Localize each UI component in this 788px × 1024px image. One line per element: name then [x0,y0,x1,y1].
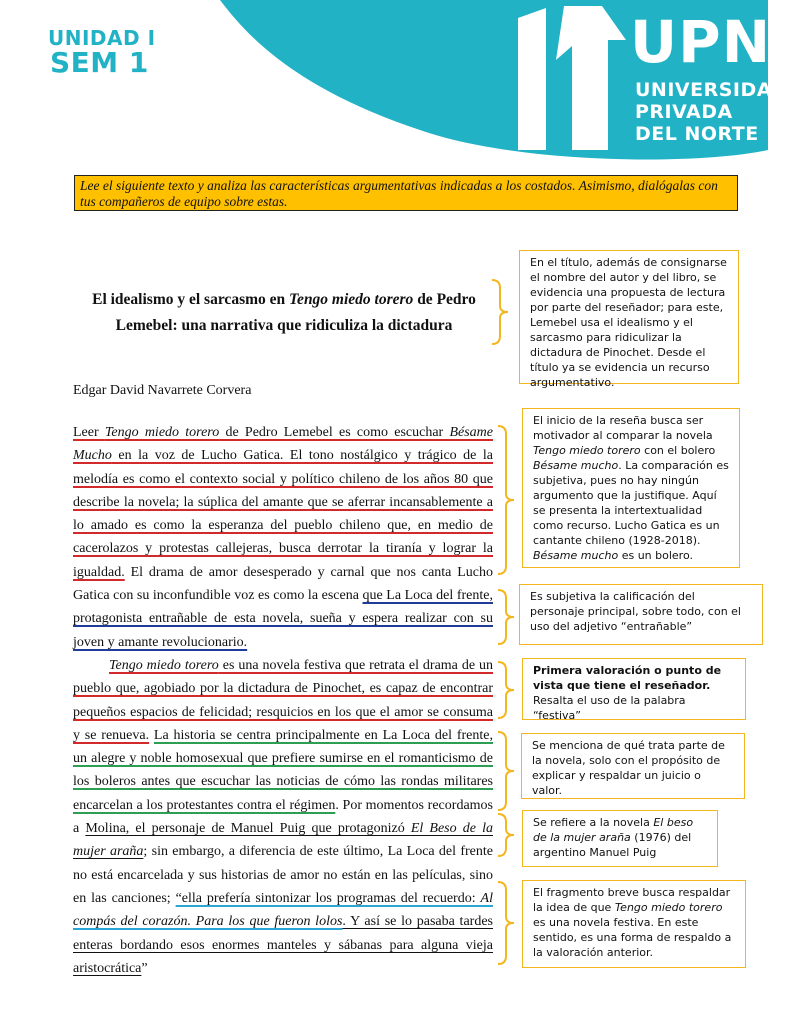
p1-c: de Pedro Lemebel es como escuchar [219,425,450,440]
article-body [73,421,493,980]
title-book-name: Tengo miedo torero [289,291,414,308]
n2a: El inicio de la reseña busca ser motivador al comparar la novela [533,414,713,442]
n6c: (1976) del argentino Manuel Puig [533,831,692,859]
p2-d: La historia se centra principalmente en La Loca del frente, un alegre y noble homosexual que prefiere sumirse en el romanticismo de los boleros antes que escuchar las noticias de cómo las rondas militares encarcelan a los protestantes contra el régimen [73,727,493,813]
brace-7-icon [496,880,518,966]
brace-1-icon [490,278,512,346]
brace-3-icon [496,588,518,646]
brace-2-icon [496,424,518,576]
p2-b: es una novela festiva que retrata el drama de un pueblo que, agobiado por la dictadura de Pinochet, es capaz de encontrar pequeños espacios de felicidad; resquicios en los que el amor se consuma y se renueva. [73,657,493,743]
p2-l: ” [141,960,148,976]
n4b: Resalta el uso de la palabra “festiva” [533,694,686,722]
p2-k: . Y así se lo pasaba tardes enteras bordando esos enormes manteles y sábanas para alguna vieja aristocrática [73,914,493,976]
p1-a: Leer [73,425,105,440]
n2b: Tengo miedo torero [533,444,641,457]
logo-line-universidad: UNIVERSIDAD [635,79,788,101]
p2-j: Al compás del corazón. Para los que fueron lolos [73,890,493,930]
article-title [70,287,498,339]
n2g: es un bolero. [618,549,693,562]
n4a: Primera valoración o punto de vista que tiene el reseñador. [533,664,722,692]
note-fragment [522,880,746,968]
paragraph-2 [73,654,493,980]
week-label: SEM 1 [50,46,149,79]
logo-line-del-norte: DEL NORTE [635,123,759,145]
n7b: Tengo miedo torero [614,901,723,914]
n7c: es una novela festiva. En este sentido, es una forma de respaldo a la valoración anterior. [533,916,732,959]
n2c: con el bolero [640,444,716,457]
n7a: El fragmento breve busca respaldar la idea de que [533,886,731,914]
title-part-2: de Pedro Lemebel: una narrativa que ridiculiza la dictadura [115,291,476,334]
p1-g: que La Loca del frente, protagonista entrañable de esta novela, sueña y espera realizar con su joven y amante revolucionario. [73,588,493,650]
note-puig [522,810,718,867]
logo-line-privada: PRIVADA [635,101,733,123]
n6a: Se refiere a la novela [533,816,654,829]
p1-b: Tengo miedo torero [104,425,220,440]
n2e: . La comparación es subjetiva, pues no hay ningún argumento que la justifique. Aquí se presenta la intertextualidad como recurso. Lucho Gatica es un cantante chileno (1928-2018). [533,459,729,547]
note-subjective: Es subjetiva la calificación del personaje principal, sobre todo, con el uso del adjetivo “entrañable” [519,584,763,645]
article-author: Edgar David Navarrete Corvera [73,383,252,398]
brace-5-icon [496,730,518,812]
p2-h: ; sin embargo, a diferencia de este último, La Loca del frente no está encarcelada y sus historias de amor no están en las películas, sino en las canciones; [73,844,493,906]
brace-6-icon [496,812,518,858]
p1-f: El drama de amor desesperado y carnal que nos canta Lucho Gatica con su inconfundible voz es como la escena [73,564,493,604]
p2-g: El Beso de la mujer araña [73,821,493,860]
p2-f: Molina, el personaje de Manuel Puig que protagonizó [85,821,411,837]
instruction-box: Lee el siguiente texto y analiza las características argumentativas indicadas a los costados. Asimismo, dialógalas con tus compañeros de equipo sobre estas. [74,175,738,211]
upn-logo-text: UPN [630,8,772,76]
n2f: Bésame mucho [533,549,619,562]
note-summary: Se menciona de qué trata parte de la novela, solo con el propósito de explicar y respaldar un juicio o valor. [521,733,745,799]
p1-e: en la voz de Lucho Gatica. El tono nostálgico y trágico de la melodía es como el contexto social y político chileno de los años 80 que describe la novela; la súplica del amante que se aferrar incansablemente a lo amado es como la esperanza del pueblo chileno que, en medio de cacerolazos y protestas callejeras, busca derrotar la tiranía y lograr la igualdad. [73,448,493,580]
note-comparison [522,408,740,568]
p2-e: . Por momentos recordamos a [73,797,493,837]
p2-a: Tengo miedo torero [109,657,219,673]
n2d: Bésame mucho [533,459,619,472]
paragraph-1 [73,421,493,654]
n6b: El beso de la mujer araña [533,816,694,844]
unit-label: UNIDAD I [48,26,156,50]
note-valuation [522,658,746,720]
p2-i: “ella prefería sintonizar los programas del recuerdo: [175,890,481,906]
p1-d: Bésame Mucho [73,425,493,464]
brace-4-icon [496,660,518,720]
title-part-1: El idealismo y el sarcasmo en [92,291,290,308]
note-title: En el título, además de consignarse el nombre del autor y del libro, se evidencia una propuesta de lectura por parte del reseñador; para este, Lemebel usa el idealismo y el sarcasmo para ridiculizar la dictadura de Pinochet. Desde el título ya se evidencia un recurso argumentativo. [519,250,739,384]
